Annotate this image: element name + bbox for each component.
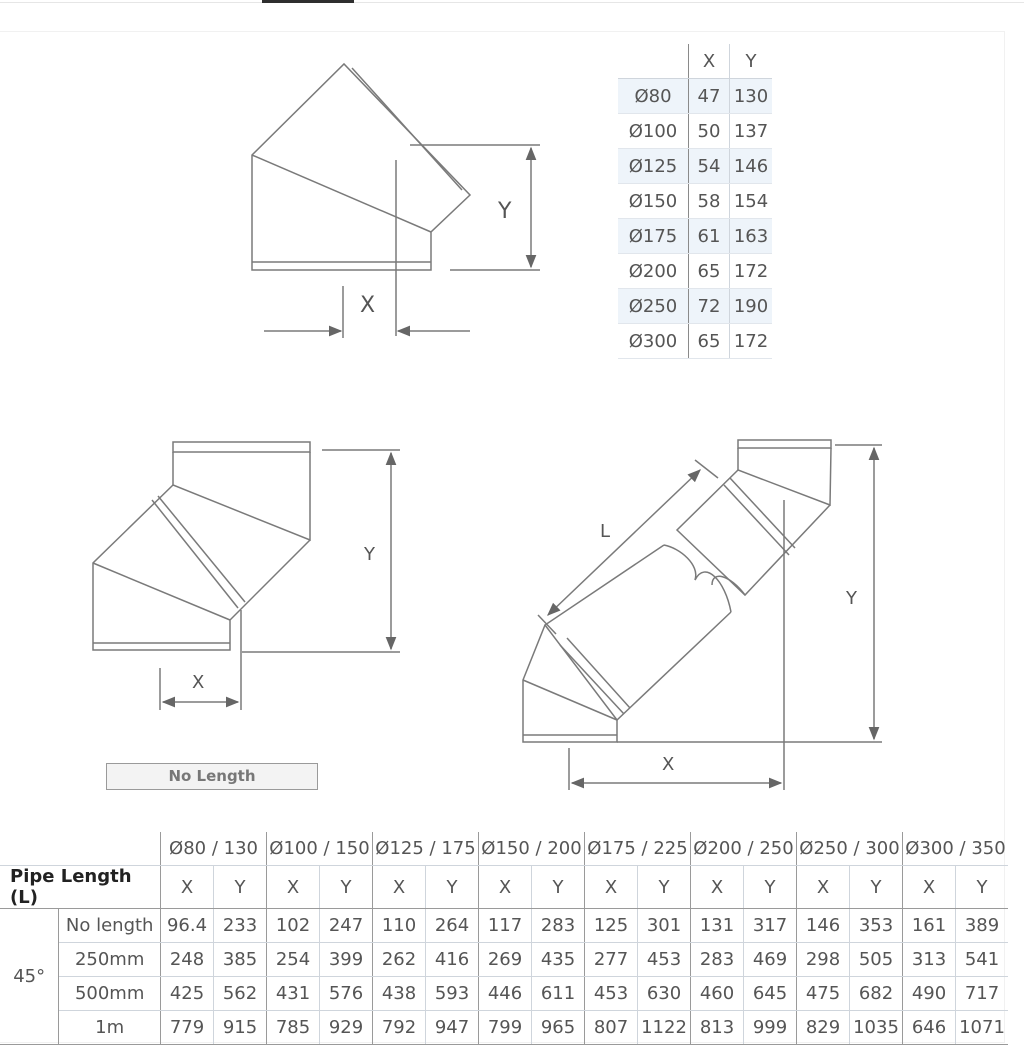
x-cell: 65 [689, 324, 730, 359]
x-value-cell: 446 [479, 977, 532, 1011]
y-cell: 172 [730, 254, 773, 289]
blank-cell [0, 832, 161, 866]
table-header-row [618, 44, 772, 79]
xy-header-row [0, 866, 1008, 909]
group-header-row [0, 832, 1008, 866]
group-header: Ø300 / 350 [903, 832, 1009, 866]
y-header: Y [956, 866, 1009, 909]
x-value-cell: 117 [479, 909, 532, 943]
group-header: Ø150 / 200 [479, 832, 585, 866]
table-row [0, 1011, 1008, 1045]
x-cell: 58 [689, 184, 730, 219]
pipe-length-header: Pipe Length (L) [0, 866, 161, 909]
y-header: Y [638, 866, 691, 909]
y-value-cell: 999 [744, 1011, 797, 1045]
y-cell: 172 [730, 324, 773, 359]
y-header: Y [426, 866, 479, 909]
x-value-cell: 313 [903, 943, 956, 977]
table-row [0, 909, 1008, 943]
x-value-cell: 269 [479, 943, 532, 977]
left-y-label: Y [364, 544, 375, 565]
y-value-cell: 301 [638, 909, 691, 943]
no-length-caption: No Length [106, 763, 318, 790]
y-cell: 154 [730, 184, 773, 219]
y-value-cell: 915 [214, 1011, 267, 1045]
y-value-cell: 645 [744, 977, 797, 1011]
y-cell: 190 [730, 289, 773, 324]
x-header: X [585, 866, 638, 909]
right-x-label: X [662, 754, 675, 775]
diameter-cell: Ø300 [618, 324, 689, 359]
x-header: X [479, 866, 532, 909]
y-value-cell: 353 [850, 909, 903, 943]
y-value-cell: 611 [532, 977, 585, 1011]
y-value-cell: 399 [320, 943, 373, 977]
table-row [618, 114, 772, 149]
x-header: X [691, 866, 744, 909]
x-value-cell: 283 [691, 943, 744, 977]
table-row [618, 289, 772, 324]
y-value-cell: 1071 [956, 1011, 1009, 1045]
header-cell: Y [730, 44, 773, 79]
x-value-cell: 785 [267, 1011, 320, 1045]
x-value-cell: 161 [903, 909, 956, 943]
diameter-cell: Ø200 [618, 254, 689, 289]
table-row [618, 219, 772, 254]
size-dimension-table [618, 44, 772, 359]
left-x-label: X [192, 672, 205, 693]
y-value-cell: 717 [956, 977, 1009, 1011]
group-header: Ø125 / 175 [373, 832, 479, 866]
y-header: Y [214, 866, 267, 909]
table-row [618, 254, 772, 289]
top-y-label: Y [498, 199, 512, 224]
x-value-cell: 646 [903, 1011, 956, 1045]
y-header: Y [744, 866, 797, 909]
diameter-cell: Ø250 [618, 289, 689, 324]
x-header: X [161, 866, 214, 909]
y-value-cell: 965 [532, 1011, 585, 1045]
y-value-cell: 416 [426, 943, 479, 977]
x-header: X [903, 866, 956, 909]
x-value-cell: 125 [585, 909, 638, 943]
x-header: X [267, 866, 320, 909]
row-label: 1m [59, 1011, 161, 1045]
y-value-cell: 929 [320, 1011, 373, 1045]
x-value-cell: 475 [797, 977, 850, 1011]
x-cell: 72 [689, 289, 730, 324]
table-row [618, 149, 772, 184]
x-value-cell: 490 [903, 977, 956, 1011]
y-value-cell: 247 [320, 909, 373, 943]
x-value-cell: 779 [161, 1011, 214, 1045]
x-value-cell: 96.4 [161, 909, 214, 943]
group-header: Ø175 / 225 [585, 832, 691, 866]
header-cell [618, 44, 689, 79]
y-value-cell: 469 [744, 943, 797, 977]
x-cell: 50 [689, 114, 730, 149]
y-header: Y [850, 866, 903, 909]
diameter-cell: Ø175 [618, 219, 689, 254]
y-header: Y [320, 866, 373, 909]
diameter-cell: Ø150 [618, 184, 689, 219]
table-row [618, 79, 772, 114]
left-bend-drawing [93, 442, 400, 710]
y-value-cell: 435 [532, 943, 585, 977]
x-value-cell: 146 [797, 909, 850, 943]
x-value-cell: 438 [373, 977, 426, 1011]
pipe-length-table [0, 832, 1008, 1045]
x-value-cell: 248 [161, 943, 214, 977]
row-label: 500mm [59, 977, 161, 1011]
x-value-cell: 110 [373, 909, 426, 943]
y-value-cell: 505 [850, 943, 903, 977]
right-l-label: L [600, 521, 611, 542]
angle-cell: 45° [0, 909, 59, 1045]
y-value-cell: 1122 [638, 1011, 691, 1045]
y-value-cell: 317 [744, 909, 797, 943]
x-value-cell: 453 [585, 977, 638, 1011]
y-value-cell: 1035 [850, 1011, 903, 1045]
x-cell: 54 [689, 149, 730, 184]
right-y-label: Y [846, 588, 857, 609]
x-cell: 47 [689, 79, 730, 114]
y-header: Y [532, 866, 585, 909]
y-value-cell: 593 [426, 977, 479, 1011]
y-value-cell: 630 [638, 977, 691, 1011]
diameter-cell: Ø100 [618, 114, 689, 149]
diameter-cell: Ø125 [618, 149, 689, 184]
x-value-cell: 799 [479, 1011, 532, 1045]
y-value-cell: 283 [532, 909, 585, 943]
row-label: 250mm [59, 943, 161, 977]
x-value-cell: 102 [267, 909, 320, 943]
right-bend-drawing [523, 440, 882, 790]
x-value-cell: 262 [373, 943, 426, 977]
y-value-cell: 947 [426, 1011, 479, 1045]
table-row [0, 943, 1008, 977]
x-value-cell: 431 [267, 977, 320, 1011]
group-header: Ø250 / 300 [797, 832, 903, 866]
x-value-cell: 298 [797, 943, 850, 977]
group-header: Ø100 / 150 [267, 832, 373, 866]
diameter-cell: Ø80 [618, 79, 689, 114]
y-value-cell: 576 [320, 977, 373, 1011]
y-value-cell: 453 [638, 943, 691, 977]
row-label: No length [59, 909, 161, 943]
y-cell: 163 [730, 219, 773, 254]
y-value-cell: 233 [214, 909, 267, 943]
x-value-cell: 829 [797, 1011, 850, 1045]
x-cell: 65 [689, 254, 730, 289]
x-value-cell: 460 [691, 977, 744, 1011]
table-row [618, 324, 772, 359]
x-value-cell: 277 [585, 943, 638, 977]
y-value-cell: 264 [426, 909, 479, 943]
y-cell: 146 [730, 149, 773, 184]
top-x-label: X [360, 293, 376, 318]
x-value-cell: 254 [267, 943, 320, 977]
y-value-cell: 562 [214, 977, 267, 1011]
y-value-cell: 682 [850, 977, 903, 1011]
x-header: X [797, 866, 850, 909]
group-header: Ø80 / 130 [161, 832, 267, 866]
x-value-cell: 807 [585, 1011, 638, 1045]
x-value-cell: 813 [691, 1011, 744, 1045]
y-value-cell: 541 [956, 943, 1009, 977]
group-header: Ø200 / 250 [691, 832, 797, 866]
y-value-cell: 389 [956, 909, 1009, 943]
x-value-cell: 131 [691, 909, 744, 943]
y-value-cell: 385 [214, 943, 267, 977]
y-cell: 137 [730, 114, 773, 149]
top-bend-drawing [252, 64, 540, 338]
table-row [0, 977, 1008, 1011]
x-value-cell: 792 [373, 1011, 426, 1045]
header-cell: X [689, 44, 730, 79]
pipe-length-body [0, 909, 1008, 1045]
table-row [618, 184, 772, 219]
x-value-cell: 425 [161, 977, 214, 1011]
x-cell: 61 [689, 219, 730, 254]
x-header: X [373, 866, 426, 909]
y-cell: 130 [730, 79, 773, 114]
